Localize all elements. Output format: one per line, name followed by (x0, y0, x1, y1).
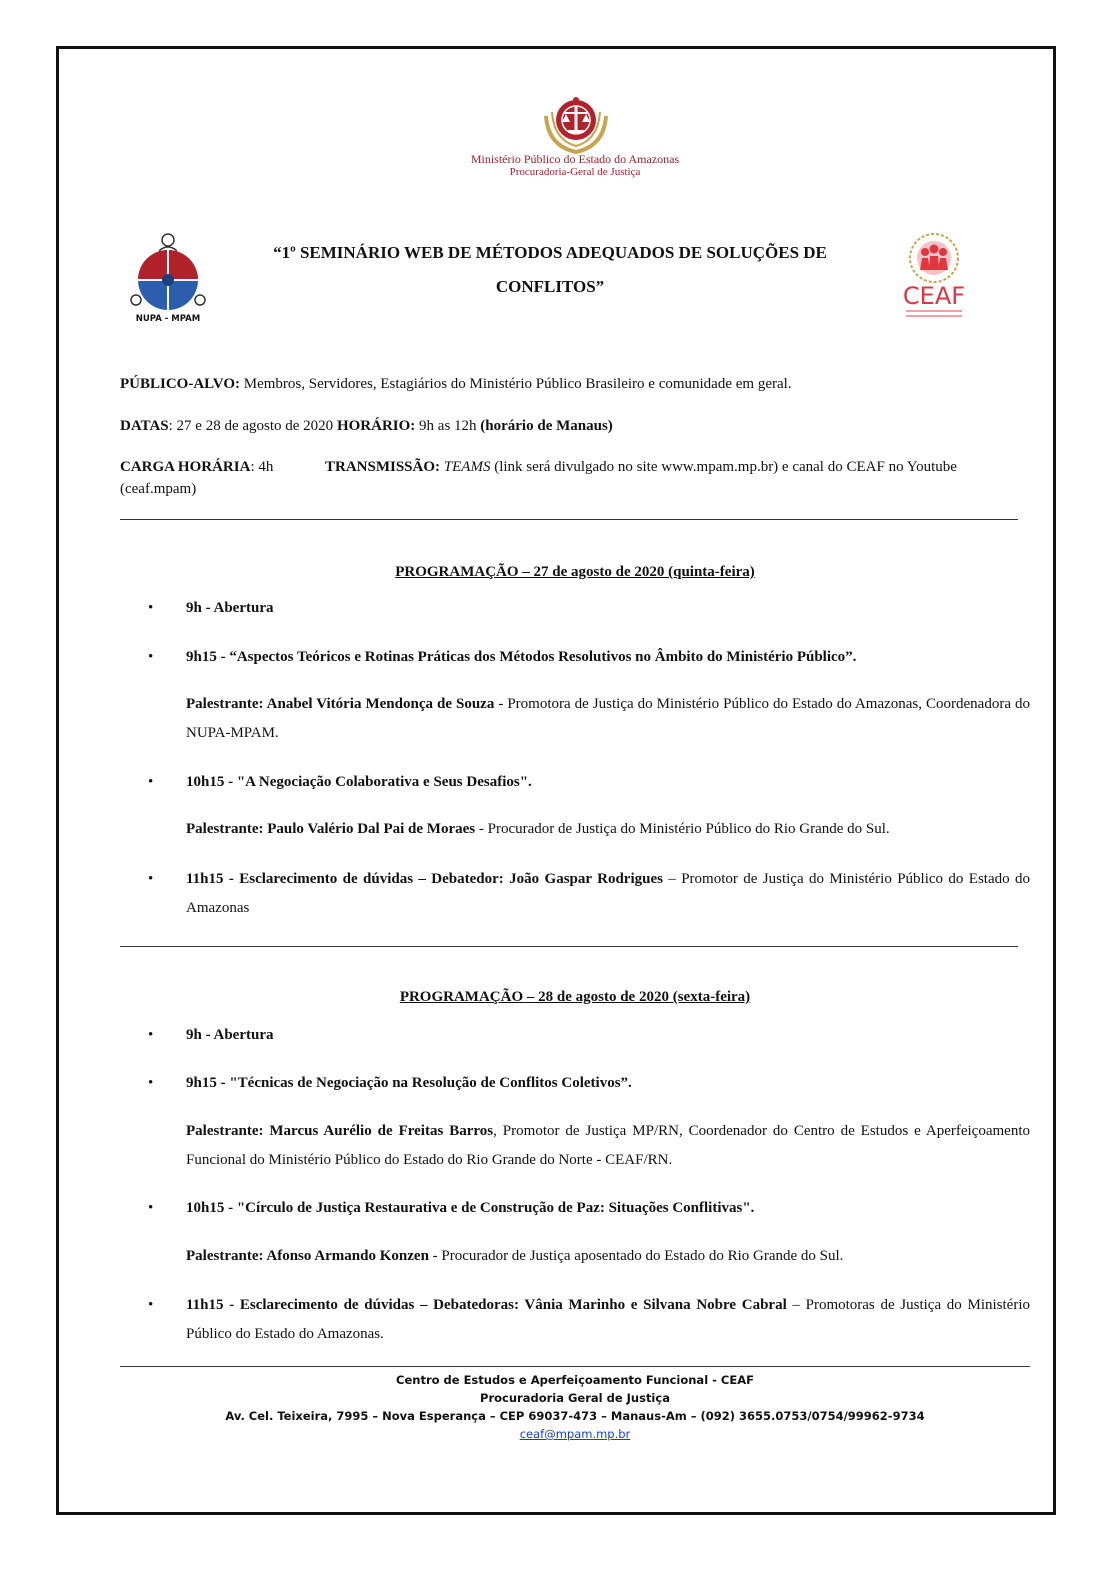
speaker-description: - Procurador de Justiça do Ministério Público do Rio Grande do Sul. (475, 821, 890, 837)
footer (120, 1371, 1030, 1443)
agenda-item: 10h15 - "Círculo de Justiça Restaurativa e de Construção de Paz: Situações Conflitivas". (186, 1200, 755, 1216)
bullet: • (148, 871, 154, 887)
speaker-name: Palestrante: Anabel Vitória Mendonça de Souza (186, 696, 495, 712)
speaker-description: - Promotora de Justiça do Ministério Público do Estado do Amazonas, Coordenadora do NUPA-MPAM. (186, 696, 1030, 741)
speaker-info (186, 690, 1030, 748)
target-audience-label: PÚBLICO-ALVO: (120, 376, 240, 392)
seminar-title-line1: “1º SEMINÁRIO WEB DE MÉTODOS ADEQUADOS DE SOLUÇÕES DE (273, 243, 827, 262)
agenda-item: 9h15 - “Aspectos Teóricos e Rotinas Práticas dos Métodos Resolutivos no Âmbito do Ministério Público”. (186, 649, 857, 665)
mpam-seal-icon (538, 94, 614, 156)
target-audience-value: Membros, Servidores, Estagiários do Ministério Público Brasileiro e comunidade em geral. (240, 376, 792, 392)
program-day1-heading: PROGRAMAÇÃO – 27 de agosto de 2020 (quinta-feira) (395, 564, 755, 580)
speaker-description: - Procurador de Justiça aposentado do Estado do Rio Grande do Sul. (428, 1248, 844, 1264)
seminar-title-line2: CONFLITOS” (495, 277, 605, 296)
divider (120, 946, 1018, 947)
footer-address: Av. Cel. Teixeira, 7995 – Nova Esperança – CEP 69037-473 – Manaus-Am – (092) 3655.0753/0754/99962-9734 (225, 1409, 925, 1423)
schedule-value: 9h as 12h (415, 418, 481, 434)
bullet: • (148, 1075, 154, 1091)
divider (120, 519, 1018, 520)
schedule-timezone: (horário de Manaus) (480, 418, 613, 434)
transmission-value: (link será divulgado no site www.mpam.mp.br) e canal do CEAF no Youtube (ceaf.mpam) (120, 459, 957, 497)
agenda-item: 9h15 - "Técnicas de Negociação na Resolução de Conflitos Coletivos”. (186, 1075, 632, 1091)
footer-suborg: Procuradoria Geral de Justiça (480, 1391, 670, 1405)
ceaf-logo-icon (892, 232, 976, 322)
transmission-label: TRANSMISSÃO: (325, 459, 441, 475)
bullet: • (148, 1027, 154, 1043)
bullet: • (148, 649, 154, 665)
bullet: • (148, 600, 154, 616)
schedule-label: HORÁRIO: (336, 418, 416, 434)
divider (120, 1366, 1030, 1367)
agenda-item (186, 865, 1030, 923)
agenda-item (186, 1291, 1030, 1349)
nupa-puzzle-logo-icon (126, 228, 210, 324)
speaker-name: Palestrante: Marcus Aurélio de Freitas Barros (186, 1123, 494, 1139)
target-audience (120, 373, 1030, 395)
speaker-name: Palestrante: Paulo Valério Dal Pai de Moraes (186, 821, 476, 837)
agenda-item-title: 11h15 - Esclarecimento de dúvidas – Debatedor: João Gaspar Rodrigues (186, 871, 663, 887)
agenda-item-description: – Promotoras de Justiça do Ministério Público do Estado do Amazonas. (186, 1297, 1030, 1342)
speaker-info (186, 815, 1030, 844)
speaker-info (186, 1117, 1030, 1175)
speaker-description: , Promotor de Justiça MP/RN, Coordenador do Centro de Estudos e Aperfeiçoamento Funcional do Ministério Público do Estado do Rio Grande do Norte - CEAF/RN. (186, 1123, 1030, 1168)
bullet: • (148, 1200, 154, 1216)
org-subname: Procuradoria-Geral de Justiça (509, 166, 641, 178)
dates-row (120, 415, 1030, 437)
agenda-item-description: – Promotor de Justiça do Ministério Público do Estado do Amazonas (186, 871, 1030, 916)
agenda-item: 9h - Abertura (186, 600, 274, 616)
org-name: Ministério Público do Estado do Amazonas (470, 152, 680, 166)
program-day2-heading: PROGRAMAÇÃO – 28 de agosto de 2020 (sexta-feira) (399, 989, 751, 1005)
ceaf-logo-text: CEAF (902, 282, 966, 310)
speaker-name: Palestrante: Afonso Armando Konzen (186, 1248, 429, 1264)
workload-value: : 4h (250, 459, 274, 475)
dates-value: : 27 e 28 de agosto de 2020 (168, 418, 337, 434)
agenda-item-title: 11h15 - Esclarecimento de dúvidas – Debatedoras: Vânia Marinho e Silvana Nobre Cabral (186, 1297, 787, 1313)
workload-row (120, 456, 1030, 500)
seminar-title (260, 236, 840, 304)
transmission-platform: TEAMS (443, 459, 491, 475)
bullet: • (148, 774, 154, 790)
agenda-item: 9h - Abertura (186, 1027, 274, 1043)
nupa-logo-caption: NUPA - MPAM (135, 314, 201, 324)
footer-org: Centro de Estudos e Aperfeiçoamento Funcional - CEAF (396, 1373, 754, 1387)
dates-label: DATAS (120, 418, 169, 434)
speaker-info (186, 1242, 1030, 1271)
agenda-item: 10h15 - "A Negociação Colaborativa e Seus Desafios". (186, 774, 532, 790)
bullet: • (148, 1297, 154, 1313)
workload-label: CARGA HORÁRIA (120, 459, 251, 475)
footer-email-link[interactable]: ceaf@mpam.mp.br (519, 1427, 631, 1441)
